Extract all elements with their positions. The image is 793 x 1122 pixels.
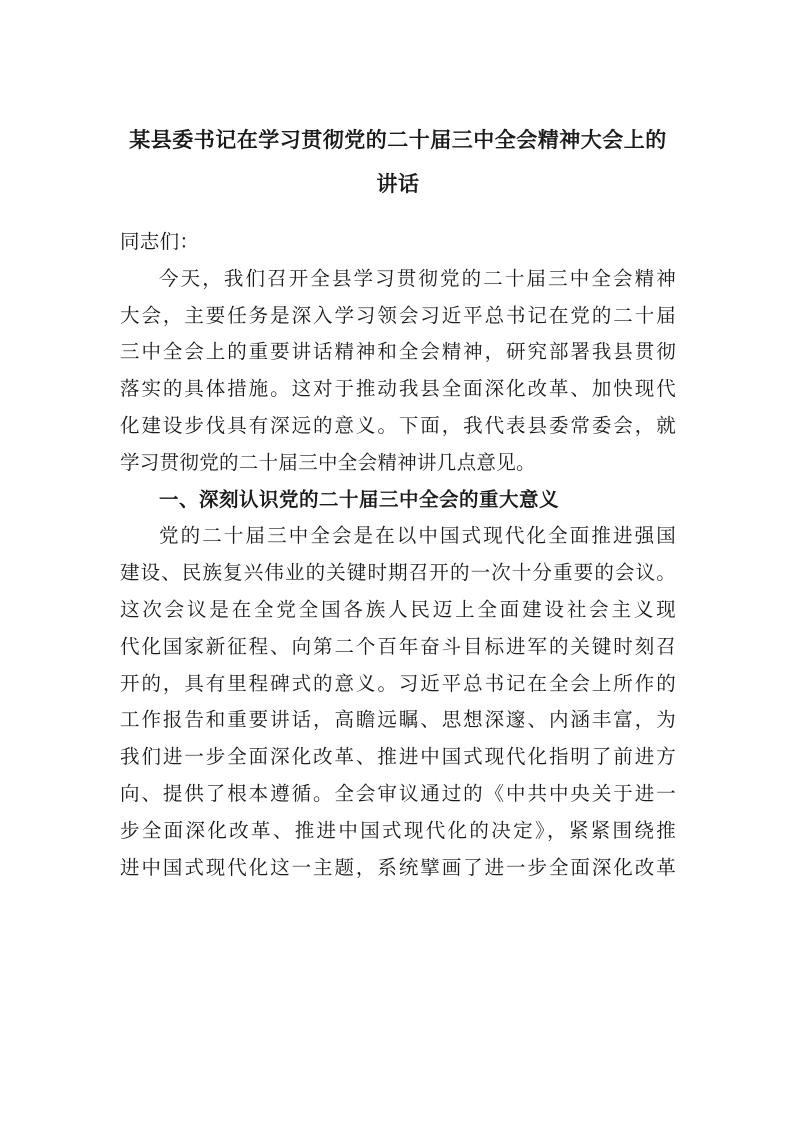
document-title (120, 118, 676, 206)
document-page (120, 118, 676, 886)
section-heading-1: 一、深刻认识党的二十届三中全会的重大意义 (159, 487, 560, 511)
title-line-2: 讲话 (376, 172, 420, 196)
paragraph-line: 代化国家新征程、向第二个百年奋斗目标进军的关键时刻召 (120, 634, 676, 658)
salutation: 同志们： (120, 230, 200, 253)
paragraph-line: 大会，主要任务是深入学习领会习近平总书记在党的二十届 (120, 303, 676, 327)
paragraph-1 (120, 261, 676, 482)
paragraph-line: 步全面深化改革、推进中国式现代化的决定》，紧紧围绕推 (120, 818, 676, 842)
paragraph-line: 学习贯彻党的二十届三中全会精神讲几点意见。 (120, 450, 536, 474)
title-line-1: 某县委书记在学习贯彻党的二十届三中全会精神大会上的 (129, 128, 667, 152)
paragraph-line: 三中全会上的重要讲话精神和全会精神，研究部署我县贯彻 (120, 340, 676, 364)
paragraph-line: 我们进一步全面深化改革、推进中国式现代化指明了前进方 (120, 745, 676, 769)
paragraph-2 (120, 518, 676, 886)
paragraph-line: 落实的具体措施。这对于推动我县全面深化改革、加快现代 (120, 377, 676, 401)
paragraph-line: 向、提供了根本遵循。全会审议通过的《中共中央关于进一 (120, 781, 676, 805)
paragraph-line: 建设、民族复兴伟业的关键时期召开的一次十分重要的会议。 (120, 561, 676, 585)
paragraph-line: 工作报告和重要讲话，高瞻远瞩、思想深邃、内涵丰富，为 (120, 708, 676, 732)
paragraph-line: 党的二十届三中全会是在以中国式现代化全面推进强国 (159, 524, 676, 548)
paragraph-line: 开的，具有里程碑式的意义。习近平总书记在全会上所作的 (120, 671, 676, 695)
paragraph-line: 今天，我们召开全县学习贯彻党的二十届三中全会精神 (159, 266, 676, 290)
paragraph-line: 进中国式现代化这一主题，系统擘画了进一步全面深化改革 (120, 855, 676, 879)
paragraph-line: 这次会议是在全党全国各族人民迈上全面建设社会主义现 (120, 597, 676, 621)
paragraph-line: 化建设步伐具有深远的意义。下面，我代表县委常委会，就 (120, 413, 676, 437)
